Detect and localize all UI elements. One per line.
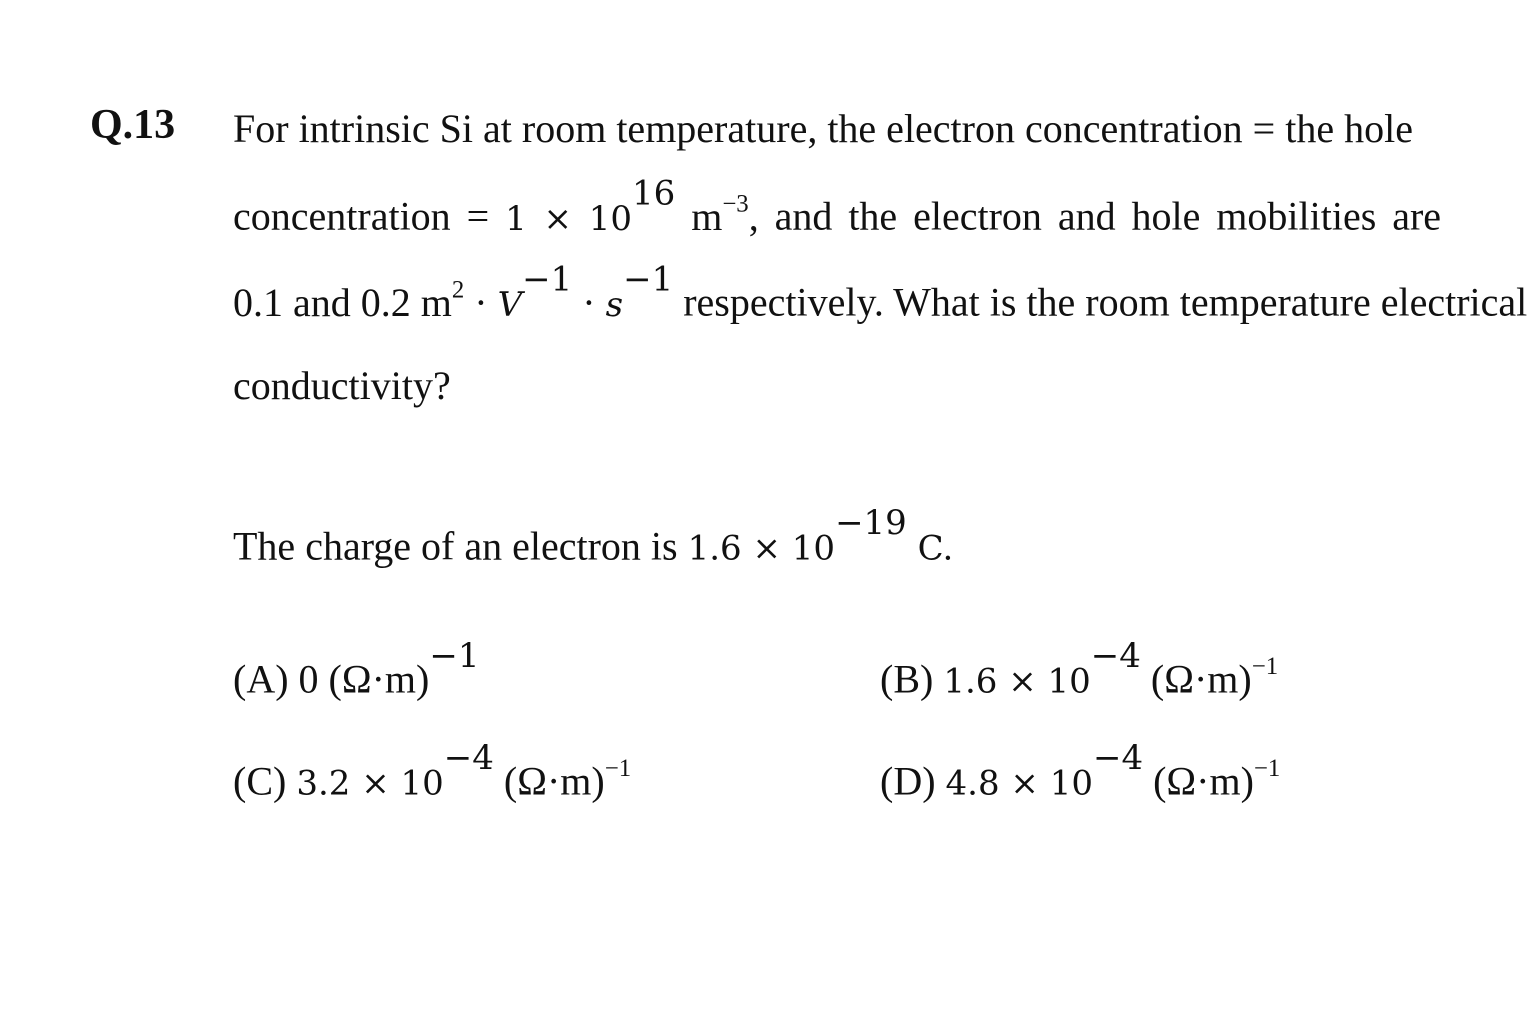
mobility-values: 0.1 and 0.2 $m^2 \cdot V^{-1} \cdot s^{-1}$ (233, 259, 674, 325)
question-line-2 (233, 173, 1442, 239)
option-a[interactable]: (A) 0 $(\Omega\cdot m)^{-1}$ (233, 636, 480, 702)
option-b[interactable]: (B) $1.6 \times 10^{-4}$ $(\Omega\cdot m)^{-1}$ (880, 636, 1279, 702)
option-d[interactable]: (D) $4.8 \times 10^{-4}$ $(\Omega\cdot m)^{-1}$ (880, 738, 1281, 804)
concentration-value: $1 \times 10^{16}$ $m^{-3}$, (505, 173, 759, 239)
question-text: respectively. What is the room temperature electrical (673, 279, 1528, 325)
question-text: concentration (233, 193, 451, 239)
question-text: conductivity? (233, 363, 451, 408)
given-electron-charge: The charge of an electron is $1.6 \times 10^{-19}$ C. (233, 503, 954, 569)
question-line-4 (233, 363, 451, 408)
question-number: Q.13 (90, 102, 176, 148)
equals-sign: = (466, 193, 490, 239)
question-text: For intrinsic Si at room temperature, the electron concentration = the hole (233, 106, 1413, 151)
question-line-3 (233, 259, 1528, 325)
question-text: and the electron and hole mobilities are (774, 193, 1442, 239)
question-line-1 (233, 106, 1413, 151)
option-c[interactable]: (C) $3.2 \times 10^{-4}$ $(\Omega\cdot m)^{-1}$ (233, 738, 632, 804)
